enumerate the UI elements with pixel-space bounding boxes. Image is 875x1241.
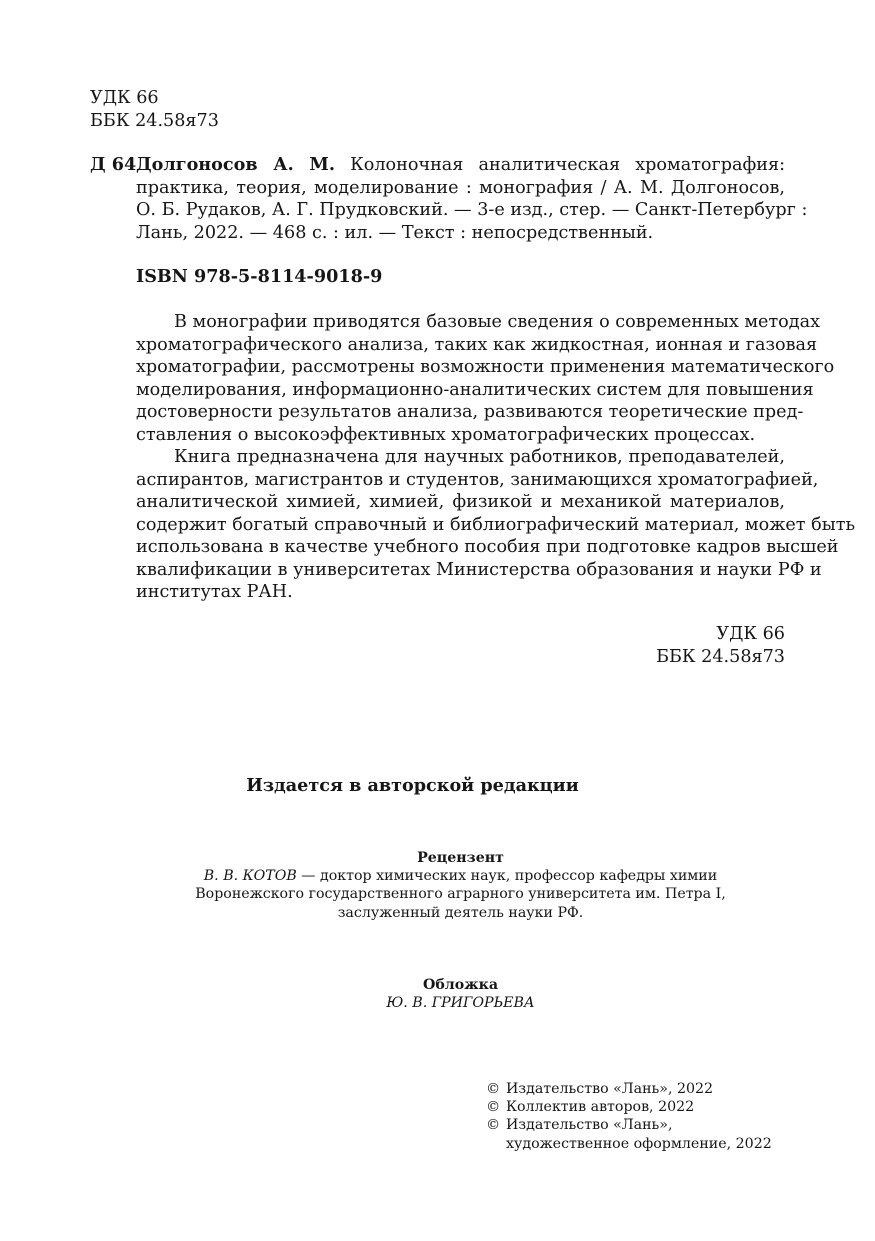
reviewer-line-3: заслуженный деятель науки РФ. bbox=[337, 904, 584, 921]
top-classification-codes bbox=[90, 87, 219, 132]
bib-line-2: практика, теория, моделирование : монография / А. М. Долгоносов, bbox=[136, 177, 785, 198]
abstract-p1-line-3: хроматографии, рассмотрены возможности применения математического bbox=[136, 357, 835, 377]
copyright-line-3: Издательство «Лань», bbox=[506, 1117, 673, 1134]
abstract-p1-line-1: В монографии приводятся базовые сведения о современных методах bbox=[174, 312, 821, 332]
copyright-line-1: Издательство «Лань», 2022 bbox=[506, 1081, 714, 1097]
isbn: ISBN 978-5-8114-9018-9 bbox=[136, 266, 383, 287]
bottom-classification-codes bbox=[585, 623, 785, 668]
cover-designer: Ю. В. ГРИГОРЬЕВА bbox=[386, 995, 535, 1012]
abstract-p2-line-5: использована в качестве учебного пособия при подготовке кадров высшей bbox=[136, 537, 839, 557]
cover-block bbox=[136, 976, 785, 1012]
copyright-row-4 bbox=[486, 1135, 786, 1153]
abstract-paragraph-2 bbox=[136, 446, 856, 604]
author-mark: Д 64 bbox=[90, 154, 137, 175]
abstract-p1-line-5: достоверности результатов анализа, развиваются теоретические пред- bbox=[136, 402, 804, 422]
abstract-p2-line-7: институтах РАН. bbox=[136, 582, 293, 602]
abstract-p1-line-6: ставления о высокоэффективных хроматографических процессах. bbox=[136, 424, 756, 445]
copyright-sign-3: © bbox=[486, 1117, 501, 1134]
abstract-paragraph-1 bbox=[136, 311, 835, 446]
reviewer-heading: Рецензент bbox=[417, 850, 504, 866]
copyright-row-2 bbox=[486, 1098, 786, 1116]
bib-line-4: Лань, 2022. — 468 с. : ил. — Текст : непосредственный. bbox=[136, 222, 654, 243]
abstract-p2-line-4: содержит богатый справочный и библиографический материал, может быть bbox=[136, 514, 856, 535]
copyright-line-4: художественное оформление, 2022 bbox=[506, 1135, 772, 1152]
reviewer-line-2: Воронежского государственного аграрного университета им. Петра I, bbox=[195, 886, 726, 903]
abstract-p2-line-1: Книга предназначена для научных работников, преподавателей, bbox=[174, 447, 785, 467]
copyright-line-2: Коллектив авторов, 2022 bbox=[506, 1099, 695, 1116]
bib-line-3: О. Б. Рудаков, А. Г. Прудковский. — 3-е изд., стер. — Санкт-Петербург : bbox=[136, 200, 808, 220]
copyright-row-3 bbox=[486, 1116, 786, 1134]
abstract-p1-line-4: моделирования, информационно-аналитических систем для повышения bbox=[136, 379, 814, 400]
reviewer-credentials: — доктор химических наук, профессор кафедры химии bbox=[296, 868, 718, 885]
top-bbk-code: ББК 24.58я73 bbox=[90, 110, 219, 131]
abstract-p1-line-2: хроматографического анализа, таких как жидкостная, ионная и газовая bbox=[136, 334, 818, 355]
bibliographic-description bbox=[136, 154, 808, 244]
reviewer-block bbox=[136, 849, 785, 922]
copyright-row-1 bbox=[486, 1080, 786, 1098]
abstract-p2-line-2: аспирантов, магистрантов и студентов, занимающихся хроматографией, bbox=[136, 469, 819, 490]
top-udk-code: УДК 66 bbox=[90, 88, 159, 108]
bib-line-1 bbox=[136, 154, 785, 177]
bib-author: Долгоносов А. М. bbox=[136, 154, 335, 175]
abstract-p2-line-3: аналитической химией, химией, физикой и механикой материалов, bbox=[136, 492, 785, 512]
abstract-p2-line-6: квалификации в университетах Министерства образования и науки РФ и bbox=[136, 559, 822, 580]
edition-note: Издается в авторской редакции bbox=[246, 775, 579, 796]
bottom-bbk-code: ББК 24.58я73 bbox=[656, 646, 785, 667]
reviewer-name: В. В. КОТОВ bbox=[203, 868, 297, 885]
copyright-sign-1: © bbox=[486, 1081, 501, 1097]
bib-title: Колоночная аналитическая хроматография: bbox=[350, 155, 786, 175]
copyright-sign-2: © bbox=[486, 1099, 501, 1116]
bottom-udk-code: УДК 66 bbox=[716, 624, 785, 644]
cover-heading: Обложка bbox=[422, 977, 499, 993]
copyright-block bbox=[486, 1080, 786, 1153]
reviewer-line-1 bbox=[136, 867, 785, 885]
